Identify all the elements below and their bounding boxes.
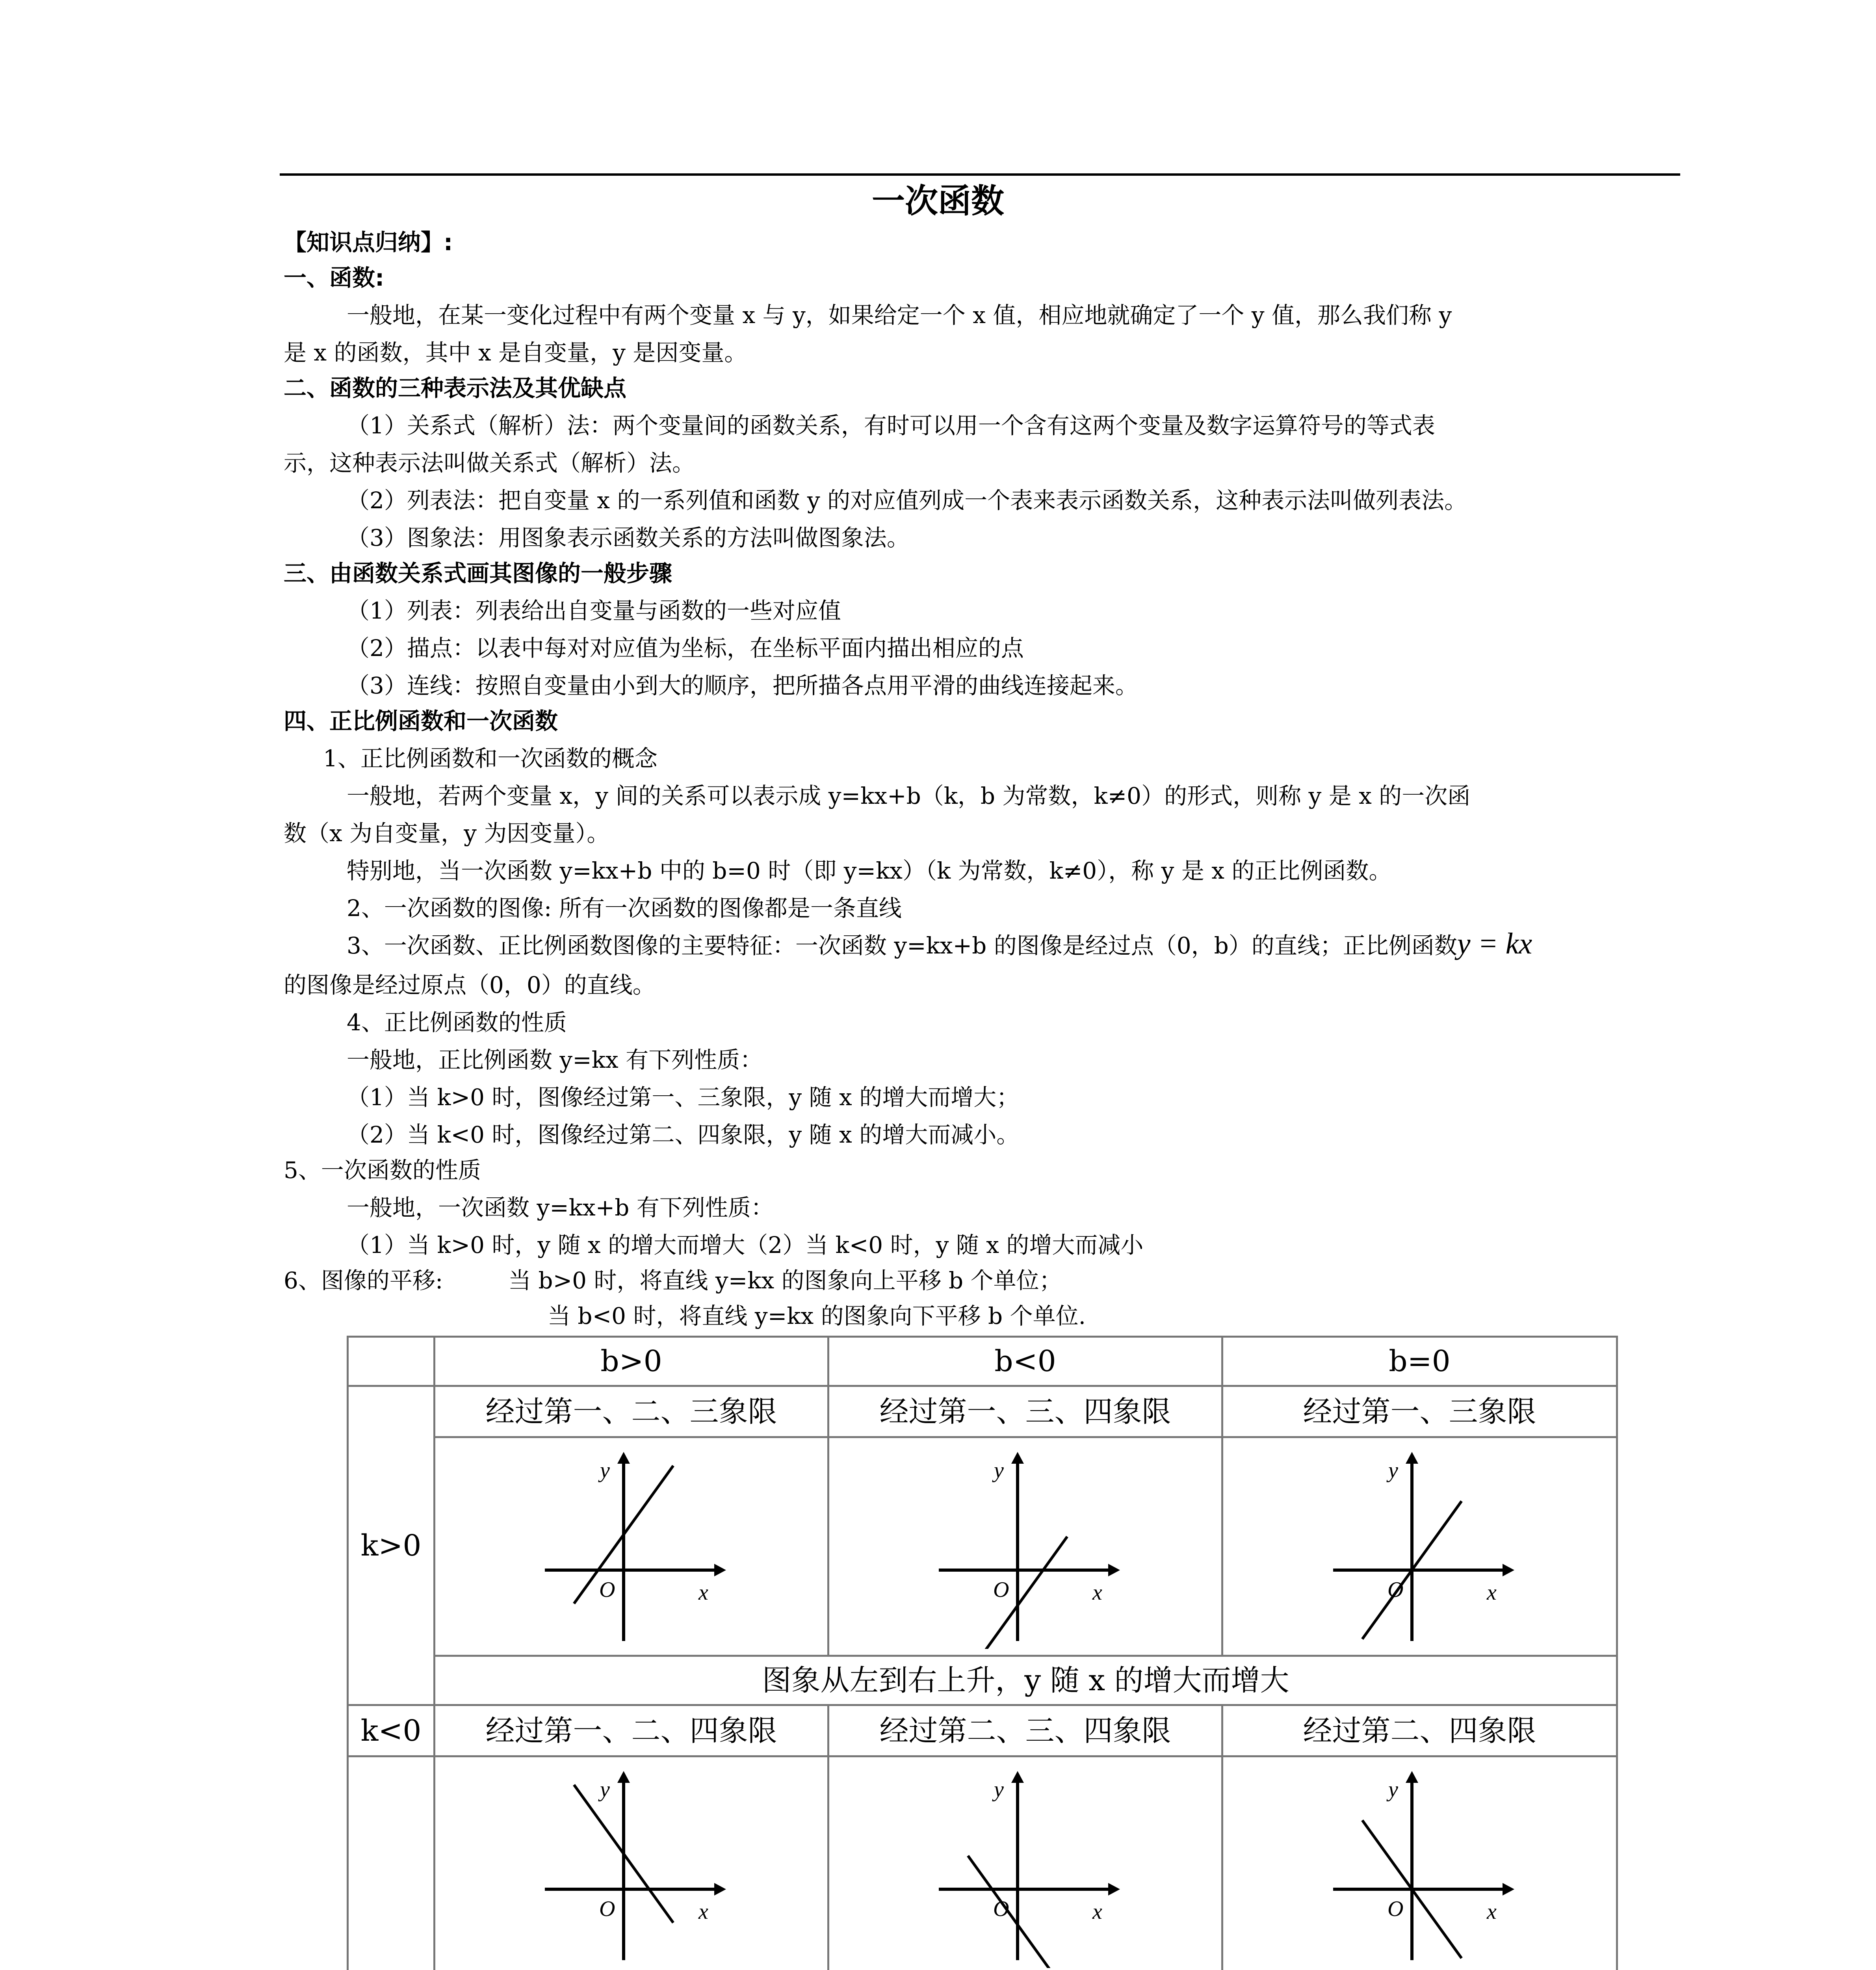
col-header-b-positive: b>0 bbox=[435, 1337, 828, 1386]
section-4-text: 一般地，若两个变量 x，y 间的关系可以表示成 y=kx+b（k，b 为常数，k≠0）的形式，则称 y 是 x 的一次函 bbox=[347, 782, 1471, 809]
section-4-text: 一般地，正比例函数 y=kx 有下列性质： bbox=[347, 1046, 763, 1073]
function-graph-table bbox=[347, 1336, 1618, 1970]
quadrant-desc: 经过第二、四象限 bbox=[1222, 1705, 1617, 1756]
section-3-item: （2）描点：以表中每对对应值为坐标，在坐标平面内描出相应的点 bbox=[347, 635, 1024, 662]
page-title: 一次函数 bbox=[871, 181, 1004, 220]
x-axis-label: x bbox=[698, 1899, 708, 1924]
row-label-blank bbox=[348, 1756, 435, 1970]
col-header-b-negative: b<0 bbox=[828, 1337, 1222, 1386]
y-axis-arrow bbox=[1011, 1771, 1024, 1783]
section-5-text: （1）当 k>0 时，y 随 x 的增大而增大（2）当 k<0 时，y 随 x 的增大而减小 bbox=[347, 1232, 1144, 1258]
formula-y-kx: y = kx bbox=[1457, 927, 1532, 960]
x-axis-arrow bbox=[1503, 1564, 1514, 1576]
graph-kpos-bzero bbox=[1317, 1444, 1522, 1649]
x-axis-arrow bbox=[1108, 1883, 1120, 1896]
section-2-item: （1）关系式（解析）法：两个变量间的函数关系，有时可以用一个含有这两个变量及数字运算符号的等式表 bbox=[347, 412, 1435, 439]
y-axis-label: y bbox=[600, 1458, 610, 1483]
section-3-item: （1）列表：列表给出自变量与函数的一些对应值 bbox=[347, 597, 841, 624]
quadrant-desc: 经过第一、二、三象限 bbox=[435, 1386, 828, 1437]
y-axis-arrow bbox=[1406, 1452, 1418, 1464]
section-3-heading: 三、由函数关系式画其图像的一般步骤 bbox=[284, 560, 672, 587]
section-6-heading: 6、图像的平移: bbox=[284, 1267, 443, 1294]
graph-kpos-bpos bbox=[529, 1444, 734, 1649]
x-axis-label: x bbox=[1486, 1899, 1497, 1924]
origin-label: O bbox=[993, 1897, 1009, 1921]
graph-cell bbox=[435, 1756, 828, 1970]
x-axis-label: x bbox=[1092, 1899, 1102, 1924]
section-4-sub: 4、正比例函数的性质 bbox=[347, 1009, 567, 1036]
row-label-k-positive: k>0 bbox=[348, 1386, 435, 1705]
y-axis-arrow bbox=[617, 1452, 630, 1464]
section-4-heading: 四、正比例函数和一次函数 bbox=[284, 708, 558, 734]
top-rule bbox=[280, 173, 1680, 176]
quadrant-desc: 经过第一、二、四象限 bbox=[435, 1705, 828, 1756]
origin-label: O bbox=[1387, 1897, 1403, 1921]
y-axis-label: y bbox=[994, 1458, 1004, 1483]
quadrant-desc: 经过第一、三、四象限 bbox=[828, 1386, 1222, 1437]
quadrant-desc: 经过第二、三、四象限 bbox=[828, 1705, 1222, 1756]
origin-label: O bbox=[1387, 1578, 1403, 1602]
section-4-sub: 2、一次函数的图像: 所有一次函数的图像都是一条直线 bbox=[347, 895, 902, 922]
origin-label: O bbox=[599, 1578, 615, 1602]
graph-cell bbox=[828, 1437, 1222, 1656]
graph-kneg-bneg bbox=[923, 1763, 1128, 1968]
x-axis-label: x bbox=[698, 1580, 708, 1605]
y-axis-arrow bbox=[1406, 1771, 1418, 1783]
y-axis-arrow bbox=[1011, 1452, 1024, 1464]
x-axis-label: x bbox=[1092, 1580, 1102, 1605]
col-header-b-zero: b=0 bbox=[1222, 1337, 1617, 1386]
y-axis-label: y bbox=[1388, 1458, 1398, 1483]
section-4-text: 数（x 为自变量，y 为因变量）。 bbox=[284, 820, 610, 847]
graph-cell bbox=[1222, 1437, 1617, 1656]
x-axis-label: x bbox=[1486, 1580, 1497, 1605]
section-4-sub: 1、正比例函数和一次函数的概念 bbox=[323, 745, 658, 772]
section-2-item: （3）图象法：用图象表示函数关系的方法叫做图象法。 bbox=[347, 524, 910, 551]
graph-kpos-bneg bbox=[923, 1444, 1128, 1649]
x-axis-arrow bbox=[1108, 1564, 1120, 1576]
section-5-heading: 5、一次函数的性质 bbox=[284, 1157, 481, 1184]
table-corner bbox=[348, 1337, 435, 1386]
section-4-item: （2）当 k<0 时，图像经过第二、四象限，y 随 x 的增大而减小。 bbox=[347, 1121, 1020, 1148]
graph-kneg-bzero bbox=[1317, 1763, 1522, 1968]
summary-k-positive: 图象从左到右上升，y 随 x 的增大而增大 bbox=[435, 1656, 1617, 1705]
section-2-heading: 二、函数的三种表示法及其优缺点 bbox=[284, 375, 627, 401]
section-6-text: 当 b>0 时，将直线 y=kx 的图象向上平移 b 个单位； bbox=[508, 1267, 1062, 1294]
row-label-k-negative: k<0 bbox=[348, 1705, 435, 1756]
y-axis-label: y bbox=[600, 1777, 610, 1802]
section-4-sub3-text: 3、一次函数、正比例函数图像的主要特征：一次函数 y=kx+b 的图像是经过点（0，b）的直线；正比例函数 bbox=[347, 932, 1457, 959]
graph-cell bbox=[828, 1756, 1222, 1970]
graph-cell bbox=[435, 1437, 828, 1656]
section-4-text: 的图像是经过原点（0，0）的直线。 bbox=[284, 972, 656, 998]
section-1-text: 一般地，在某一变化过程中有两个变量 x 与 y，如果给定一个 x 值，相应地就确定了一个 y 值，那么我们称 y bbox=[347, 302, 1452, 329]
y-axis-label: y bbox=[994, 1777, 1004, 1802]
x-axis-arrow bbox=[714, 1564, 726, 1576]
origin-label: O bbox=[599, 1897, 615, 1921]
y-axis-arrow bbox=[617, 1771, 630, 1783]
section-4-sub bbox=[347, 928, 1532, 961]
section-1-heading: 一、函数: bbox=[284, 264, 384, 291]
section-6-text: 当 b<0 时，将直线 y=kx 的图象向下平移 b 个单位. bbox=[548, 1303, 1086, 1329]
graph-kneg-bpos bbox=[529, 1763, 734, 1968]
x-axis-arrow bbox=[714, 1883, 726, 1896]
section-2-item: （2）列表法：把自变量 x 的一系列值和函数 y 的对应值列成一个表来表示函数关系，这种表示法叫做列表法。 bbox=[347, 487, 1467, 514]
y-axis-label: y bbox=[1388, 1777, 1398, 1802]
x-axis-arrow bbox=[1503, 1883, 1514, 1896]
quadrant-desc: 经过第一、三象限 bbox=[1222, 1386, 1617, 1437]
section-5-text: 一般地，一次函数 y=kx+b 有下列性质： bbox=[347, 1194, 774, 1221]
summary-heading: 【知识点归纳】: bbox=[284, 229, 453, 256]
origin-label: O bbox=[993, 1578, 1009, 1602]
section-2-item: 示，这种表示法叫做关系式（解析）法。 bbox=[284, 450, 695, 476]
section-4-item: （1）当 k>0 时，图像经过第一、三象限，y 随 x 的增大而增大； bbox=[347, 1084, 1020, 1111]
graph-cell bbox=[1222, 1756, 1617, 1970]
section-1-text: 是 x 的函数，其中 x 是自变量，y 是因变量。 bbox=[284, 339, 747, 366]
section-4-text: 特别地，当一次函数 y=kx+b 中的 b=0 时（即 y=kx）（k 为常数，k≠0），称 y 是 x 的正比例函数。 bbox=[347, 857, 1392, 884]
section-3-item: （3）连线：按照自变量由小到大的顺序，把所描各点用平滑的曲线连接起来。 bbox=[347, 672, 1138, 699]
